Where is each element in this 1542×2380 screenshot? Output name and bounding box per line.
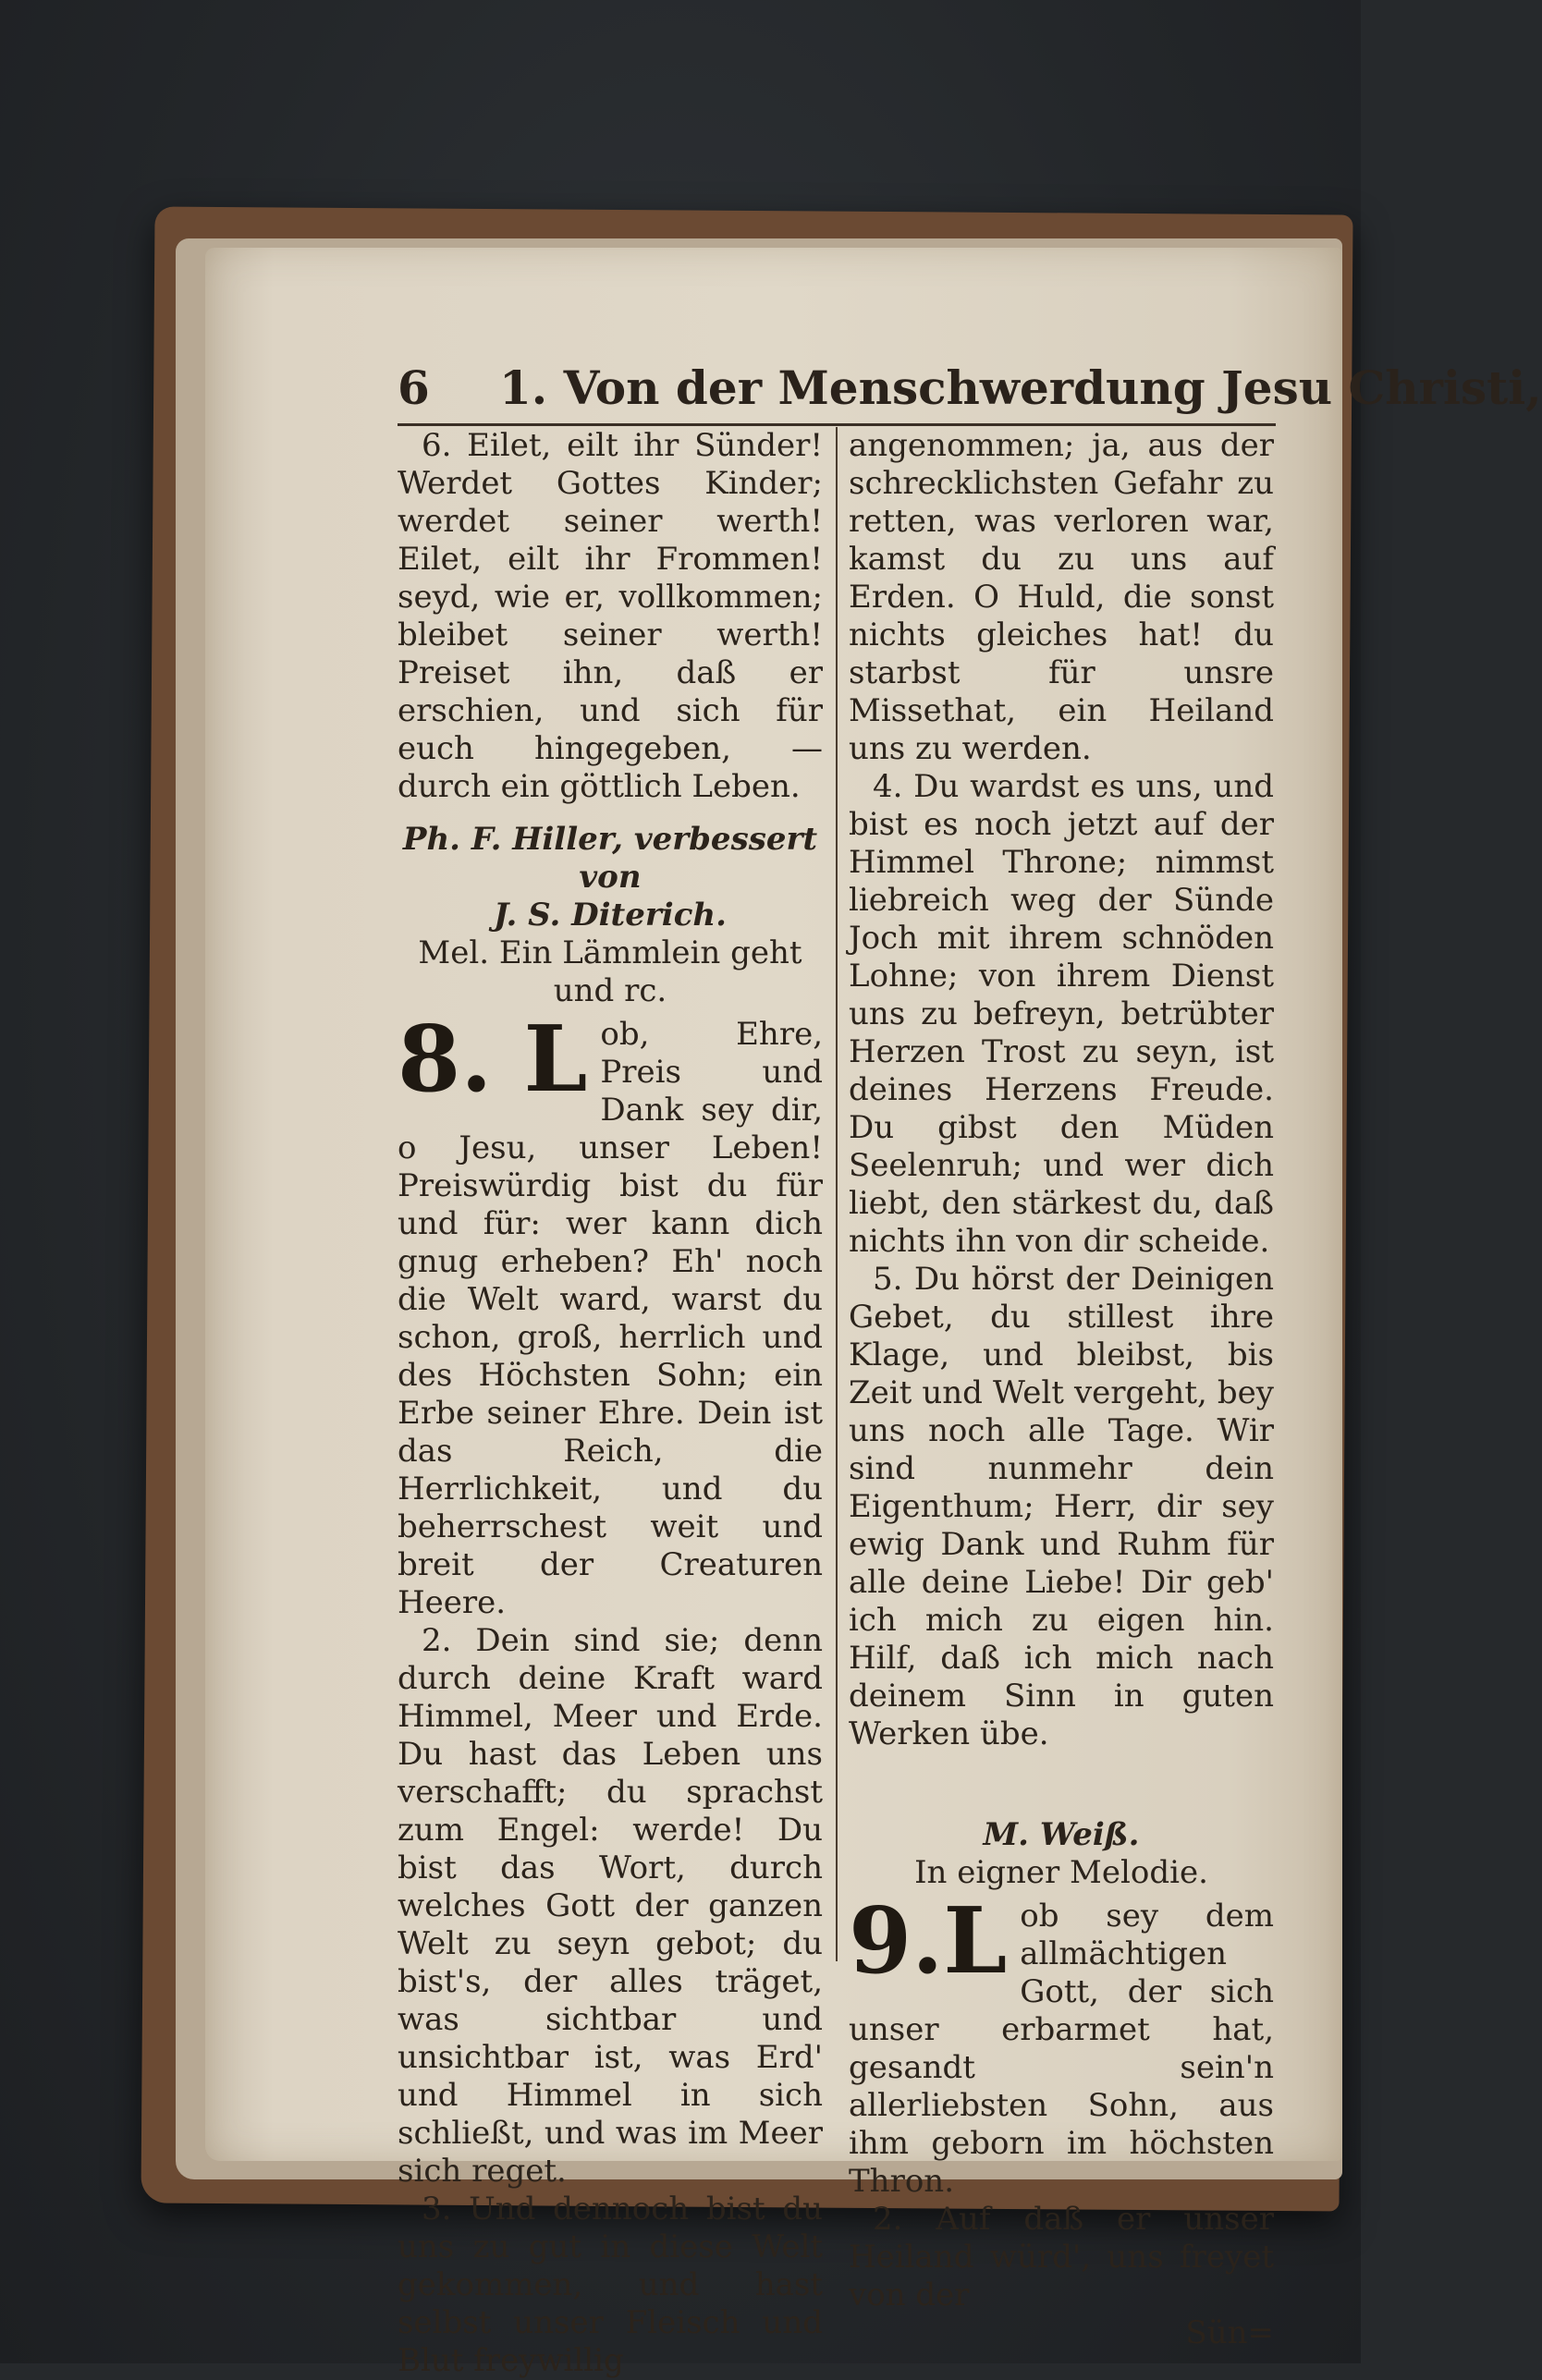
running-title: 1. Von der Menschwerdung Jesu Christi,: [499, 360, 1542, 415]
melody-line: In eigner Melodie.: [914, 1854, 1208, 1891]
column-divider: [836, 427, 838, 1961]
stanza: 2. Auf daß er unser Heiland würd', uns freyet von der: [849, 2201, 1274, 2313]
hymn-number: 9.L: [849, 1888, 1008, 1995]
melody-line: Mel. Ein Lämmlein geht und rc.: [418, 934, 802, 1009]
author-line: J. S. Diterich.: [494, 897, 727, 934]
running-header: [398, 360, 1542, 425]
stanza: 6. Eilet, eilt ihr Sünder! Werdet Gottes Kinder; werdet seiner werth! Eilet, eilt ihr Frommen! seyd, wie er, vollkommen; bleibet seiner werth! Preiset ihn, daß er erschien, und sich für euch hingegeben, — durch ein göttlich Leben.: [398, 427, 823, 805]
spacer: [849, 1753, 1274, 1801]
right-column: [849, 427, 1274, 2352]
stanza-continuation: angenommen; ja, aus der schrecklichsten Gefahr zu retten, was verloren war, kamst du zu uns auf Erden. O Huld, die sonst nichts gleiches hat! du starbst für unsre Missethat, ein Heiland uns zu werden.: [849, 427, 1274, 767]
author-line: M. Weiß.: [983, 1816, 1140, 1853]
stanza-text: ob sey dem allmächtigen Gott, der sich unser erbarmet hat, gesandt sein'n allerliebsten Sohn, aus ihm geborn im höchsten Thron.: [849, 1898, 1274, 2200]
hymn-first-stanza: [849, 1888, 1274, 2201]
stanza: 2. Dein sind sie; denn durch deine Kraft ward Himmel, Meer und Erde. Du hast das Leben uns verschafft; du sprachst zum Engel: werde! Du bist das Wort, durch welches Gott der ganzen Welt zu seyn gebot; du bist's, der alles träget, was sichtbar und unsichtbar ist, was Erd' und Himmel in sich schließt, und was im Meer sich reget.: [398, 1622, 823, 2190]
hymn-first-stanza: [398, 1007, 823, 1622]
stanza-text: ob, Ehre, Preis und Dank sey dir, o Jesu, unser Leben! Preiswürdig bist du für und für: wer kann dich gnug erheben? Eh' noch die Welt ward, warst du schon, groß, herrlich und des Höchsten Sohn; ein Erbe seiner Ehre. Dein ist das Reich, die Herrlichkeit, und du beherrschest weit und breit der Creaturen Heere.: [398, 1016, 823, 1621]
hymn-number: 8. L: [398, 1007, 588, 1113]
stanza: 3. Und dennoch bist du uns zu gut in diese Welt gekommen, und hast selbst unser Fleisch und Blut freywillig: [398, 2191, 823, 2379]
author-line: Ph. F. Hiller, verbessert von: [402, 821, 818, 896]
stanza: 4. Du wardst es uns, und bist es noch jetzt auf der Himmel Throne; nimmst liebreich weg der Sünde Joch mit ihrem schnöden Lohne; von ihrem Dienst uns zu befreyn, betrübter Herzen Trost zu seyn, ist deines Herzens Freude. Du gibst den Müden Seelenruh; und wer dich liebt, den stärkest du, daß nichts ihn von dir scheide.: [849, 768, 1274, 1260]
catchword: Sün=: [1185, 2314, 1274, 2351]
stanza: 5. Du hörst der Deinigen Gebet, du stillest ihre Klage, und bleibst, bis Zeit und Welt vergeht, bey uns noch alle Tage. Wir sind nunmehr dein Eigenthum; Herr, dir sey ewig Dank und Ruhm für alle deine Liebe! Dir geb' ich mich zu eigen hin. Hilf, daß ich mich nach deinem Sinn in guten Werken übe.: [849, 1261, 1274, 1752]
page-number: 6: [398, 360, 430, 415]
left-column: [398, 427, 823, 2380]
header-rule: [398, 423, 1276, 426]
